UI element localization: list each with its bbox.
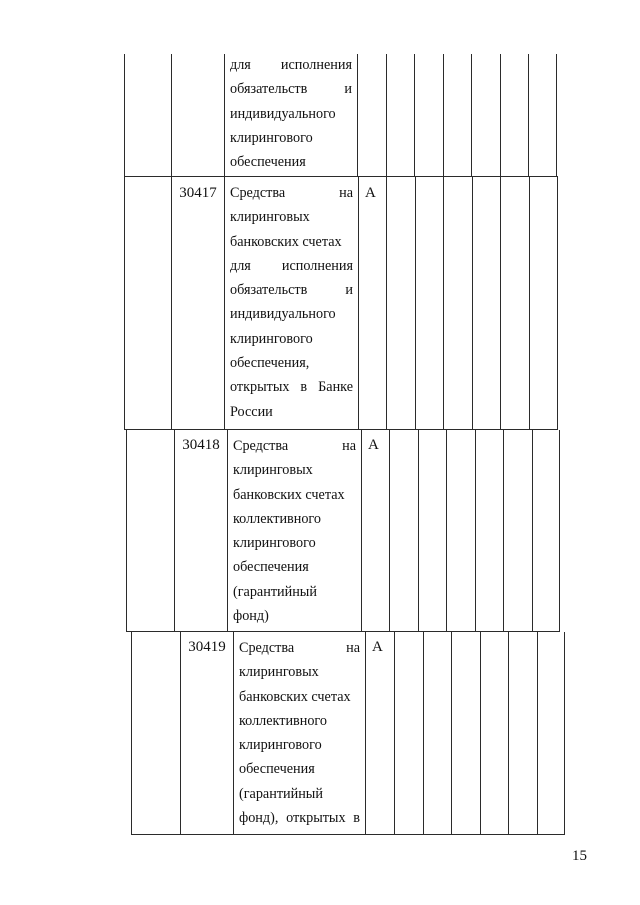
account-description: Средства на клиринговых банковских счетах коллективного клирингового обеспечения (гарантийный фонд) [233,438,356,625]
account-type: А [372,639,383,655]
page-number: 15 [572,848,587,864]
account-code: 30417 [179,185,217,201]
account-description: Средства на клиринговых банковских счетах коллективного клирингового обеспечения (гарантийный фонд), открытых в [239,640,360,827]
account-type: А [368,437,379,453]
account-code: 30418 [182,437,220,453]
account-type: А [365,185,376,201]
account-code: 30419 [188,639,226,655]
account-description: Средства на клиринговых банковских счетах для исполнения обязательств и индивидуального клирингового обеспечения, открытых в Банке России [230,185,353,420]
account-description: для исполнения обязательств и индивидуального клирингового обеспечения [230,57,352,171]
